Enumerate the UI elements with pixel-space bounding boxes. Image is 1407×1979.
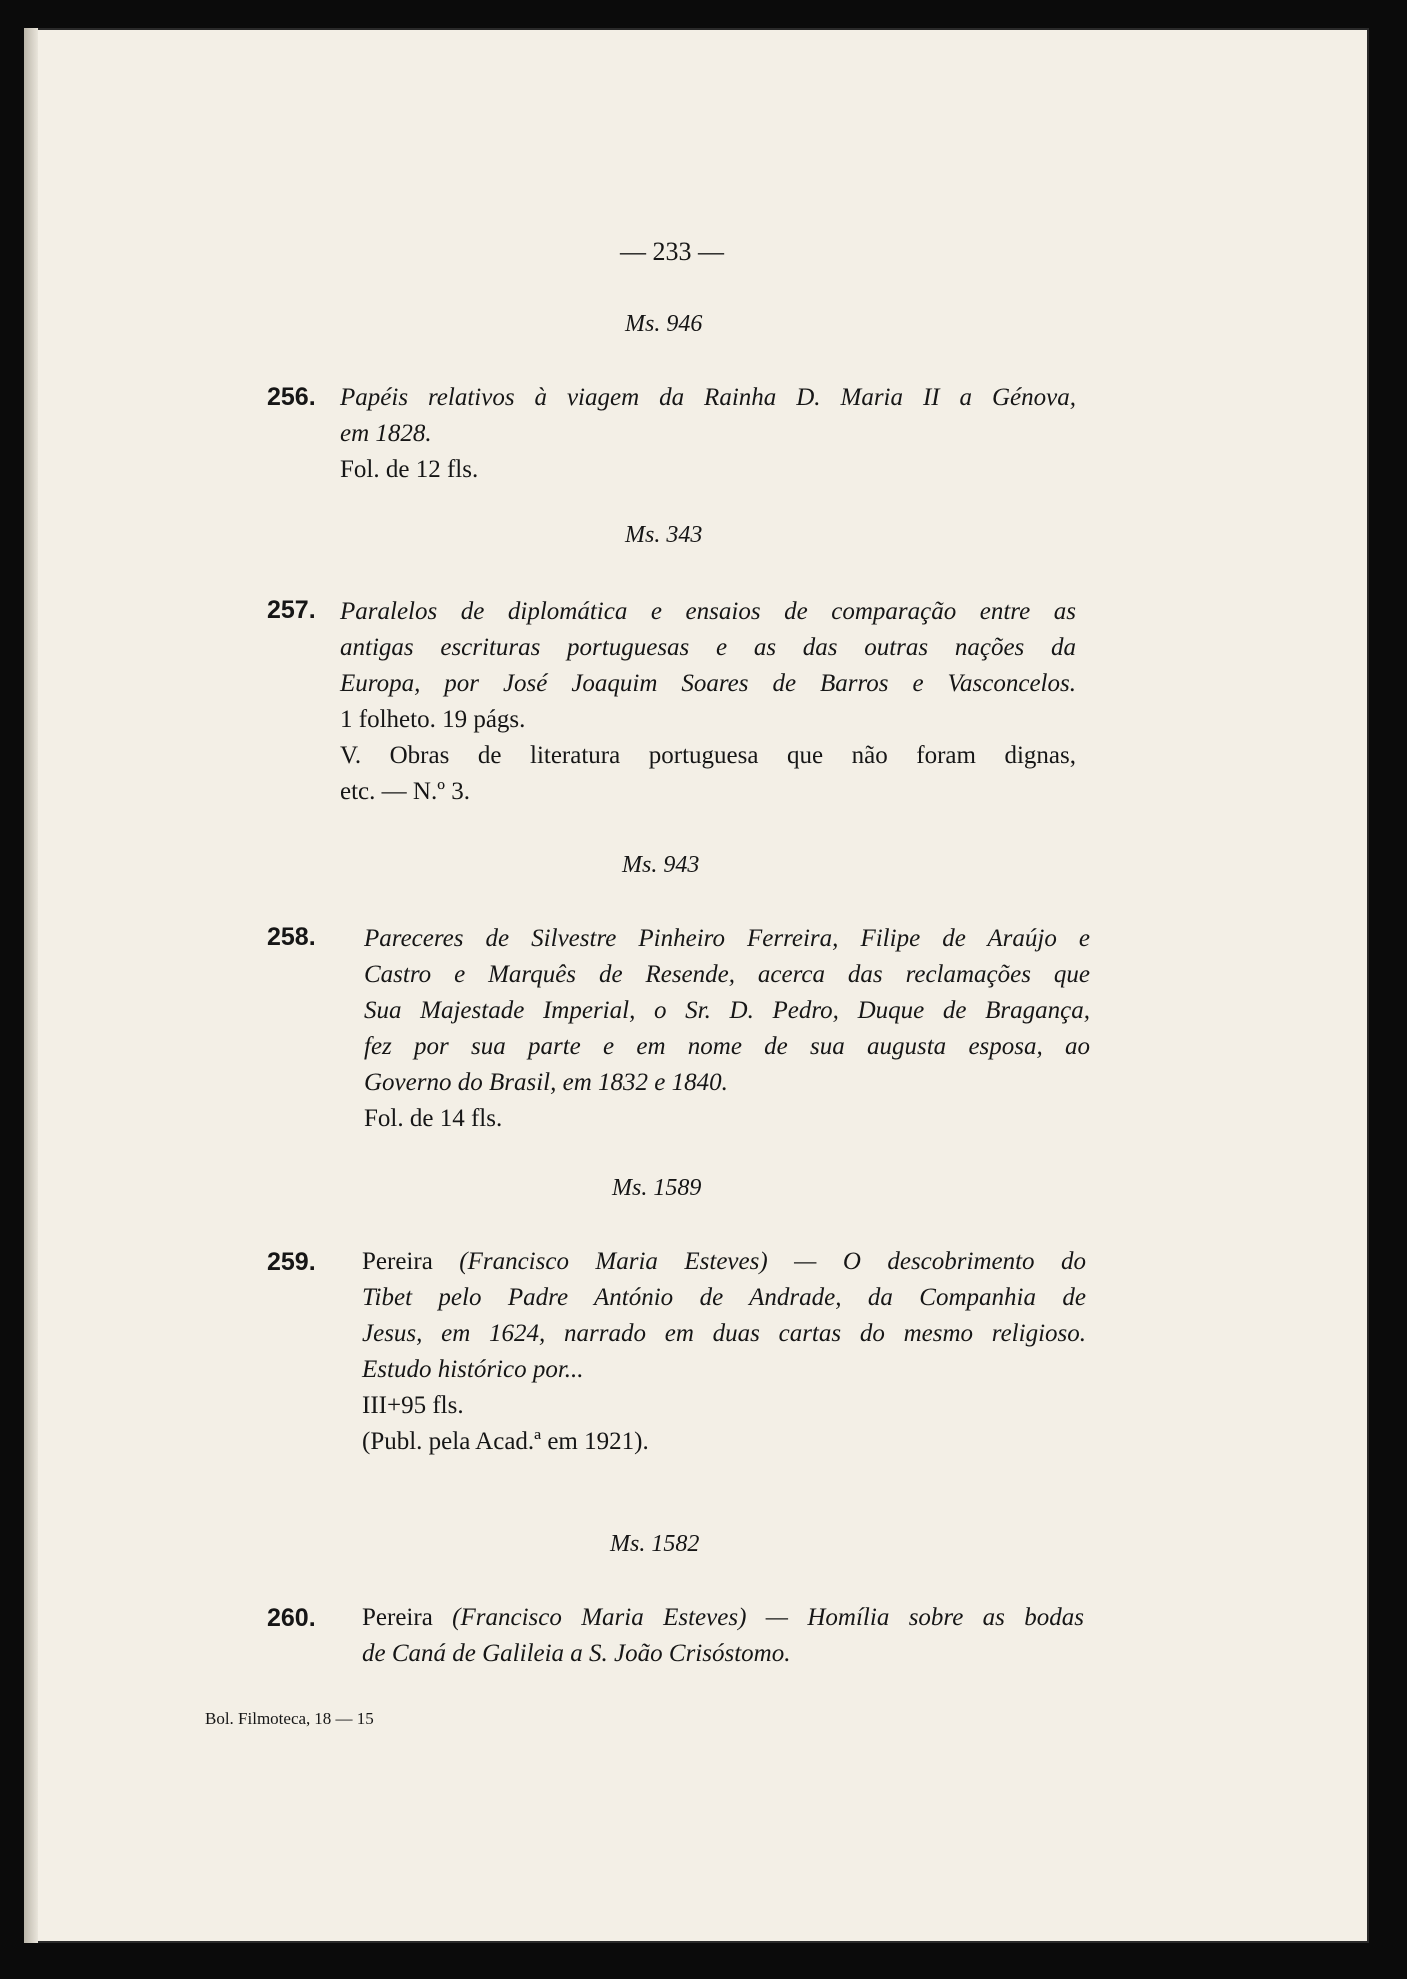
page-footer bbox=[205, 1709, 374, 1729]
entry-title-start: O descobrimento do bbox=[842, 1248, 1087, 1275]
entry-line: Fol. de 12 fls. bbox=[340, 456, 479, 483]
entry-text bbox=[340, 594, 1076, 810]
entry-line bbox=[362, 1600, 1084, 1636]
entry-line: etc. — N.º 3. bbox=[340, 778, 470, 805]
footer-sheet: 18 — 15 bbox=[314, 1709, 374, 1728]
entry-number: 259. bbox=[267, 1248, 316, 1276]
manuscript-reference: Ms. 946 bbox=[625, 311, 703, 337]
author-name: Pereira bbox=[362, 1604, 433, 1631]
entry-line: (Publ. pela Acad.ª em 1921). bbox=[362, 1428, 649, 1455]
entry-line: fez por sua parte e em nome de sua augusta esposa, ao bbox=[364, 1033, 1090, 1060]
entry-line: Papéis relativos à viagem da Rainha D. Maria II a Génova, bbox=[340, 384, 1076, 411]
entry-number: 256. bbox=[267, 383, 316, 411]
entry-line: de Caná de Galileia a S. João Crisóstomo. bbox=[362, 1640, 791, 1667]
entry-text bbox=[362, 1600, 1084, 1672]
author-name: Pereira bbox=[362, 1248, 433, 1275]
author-detail: (Francisco Maria Esteves) — bbox=[452, 1604, 788, 1631]
entry-line: Castro e Marquês de Resende, acerca das reclamações que bbox=[364, 961, 1090, 988]
entry-text bbox=[362, 1244, 1086, 1460]
entry-line: III+95 fls. bbox=[362, 1392, 464, 1419]
entry-line: Pareceres de Silvestre Pinheiro Ferreira, Filipe de Araújo e bbox=[364, 925, 1090, 952]
entry-title-start: Homília sobre as bodas bbox=[807, 1604, 1085, 1631]
entry-number: 260. bbox=[267, 1604, 316, 1632]
entry-text bbox=[364, 921, 1090, 1137]
entry-line: Fol. de 14 fls. bbox=[364, 1105, 503, 1132]
entry-line: Governo do Brasil, em 1832 e 1840. bbox=[364, 1069, 728, 1096]
manuscript-reference: Ms. 943 bbox=[622, 852, 700, 878]
entry-line: V. Obras de literatura portuguesa que não foram dignas, bbox=[340, 742, 1076, 769]
entry-line: Paralelos de diplomática e ensaios de comparação entre as bbox=[340, 598, 1076, 625]
entry-line: Sua Majestade Imperial, o Sr. D. Pedro, Duque de Bragança, bbox=[364, 997, 1090, 1024]
entry-line bbox=[362, 1244, 1086, 1280]
page-number: — 233 — bbox=[620, 237, 724, 266]
manuscript-reference: Ms. 1589 bbox=[612, 1175, 702, 1201]
manuscript-reference: Ms. 1582 bbox=[610, 1531, 700, 1557]
entry-number: 257. bbox=[267, 596, 316, 624]
page-spine-shadow bbox=[24, 28, 38, 1943]
entry-line: Europa, por José Joaquim Soares de Barros e Vasconcelos. bbox=[340, 670, 1076, 697]
entry-line: Tibet pelo Padre António de Andrade, da Companhia de bbox=[362, 1284, 1086, 1311]
entry-text bbox=[340, 380, 1076, 488]
footer-journal: Bol. Filmoteca, bbox=[205, 1709, 311, 1728]
entry-number: 258. bbox=[267, 923, 316, 951]
entry-line: 1 folheto. 19 págs. bbox=[340, 706, 526, 733]
entry-line: Estudo histórico por... bbox=[362, 1356, 584, 1383]
entry-line: antigas escrituras portuguesas e as das outras nações da bbox=[340, 634, 1076, 661]
entry-line: em 1828. bbox=[340, 420, 432, 447]
author-detail: (Francisco Maria Esteves) — bbox=[459, 1248, 817, 1275]
entry-line: Jesus, em 1624, narrado em duas cartas do mesmo religioso. bbox=[362, 1320, 1086, 1347]
manuscript-reference: Ms. 343 bbox=[625, 522, 703, 548]
